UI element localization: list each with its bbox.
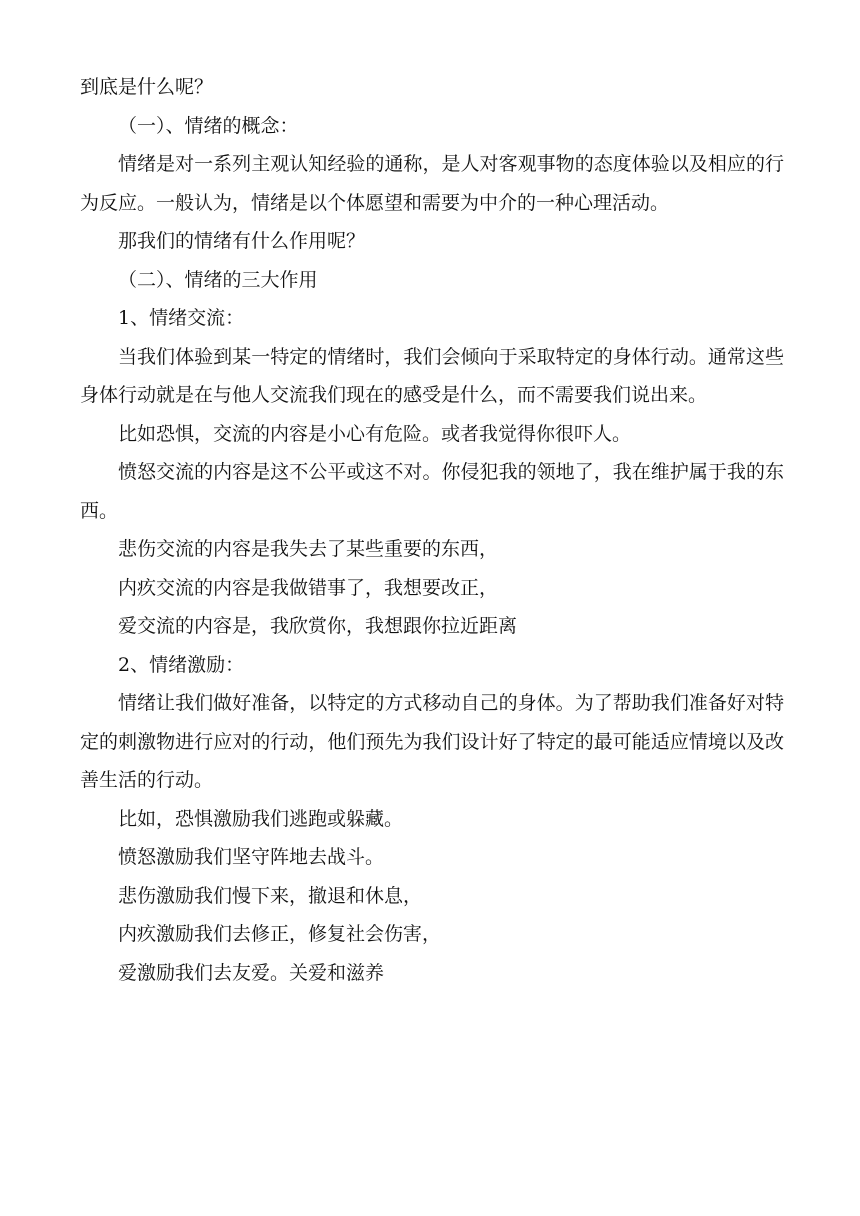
section-heading-functions: （二）、情绪的三大作用 bbox=[118, 268, 318, 291]
paragraph: 悲伤交流的内容是我失去了某些重要的东西， bbox=[118, 538, 499, 560]
paragraph: 爱交流的内容是，我欣赏你，我想跟你拉近距离 bbox=[118, 615, 518, 637]
subheading-motivation: 2、情绪激励： bbox=[118, 653, 245, 676]
paragraph: 悲伤激励我们慢下来，撤退和休息， bbox=[118, 884, 423, 907]
section-heading-concept: （一）、情绪的概念： bbox=[118, 114, 299, 137]
subheading-communication: 1、情绪交流： bbox=[118, 307, 245, 329]
paragraph: 内疚激励我们去修正，修复社会伤害， bbox=[118, 923, 442, 945]
paragraph: 内疚交流的内容是我做错事了，我想要改正， bbox=[118, 576, 499, 599]
paragraph: 情绪让我们做好准备，以特定的方式移动自己的身体。为了帮助我们准备好对特定的刺激物进行应对的行动，他们预先为我们设计好了特定的最可能适应情境以及改善生活的行动。 bbox=[80, 692, 784, 791]
paragraph: 愤怒交流的内容是这不公平或这不对。你侵犯我的领地了，我在维护属于我的东西。 bbox=[80, 461, 784, 522]
paragraph: 比如恐惧，交流的内容是小心有危险。或者我觉得你很吓人。 bbox=[118, 422, 632, 445]
paragraph: 到底是什么呢？ bbox=[80, 76, 214, 98]
paragraph: 情绪是对一系列主观认知经验的通称，是人对客观事物的态度体验以及相应的行为反应。一般认为，情绪是以个体愿望和需要为中介的一种心理活动。 bbox=[80, 153, 784, 214]
paragraph: 当我们体验到某一特定的情绪时，我们会倾向于采取特定的身体行动。通常这些身体行动就是在与他人交流我们现在的感受是什么，而不需要我们说出来。 bbox=[80, 345, 784, 406]
paragraph: 那我们的情绪有什么作用呢？ bbox=[118, 230, 366, 252]
paragraph: 爱激励我们去友爱。关爱和滋养 bbox=[118, 961, 385, 984]
paragraph: 比如，恐惧激励我们逃跑或躲藏。 bbox=[118, 807, 404, 830]
document-body bbox=[80, 68, 784, 992]
paragraph: 愤怒激励我们坚守阵地去战斗。 bbox=[118, 846, 385, 868]
